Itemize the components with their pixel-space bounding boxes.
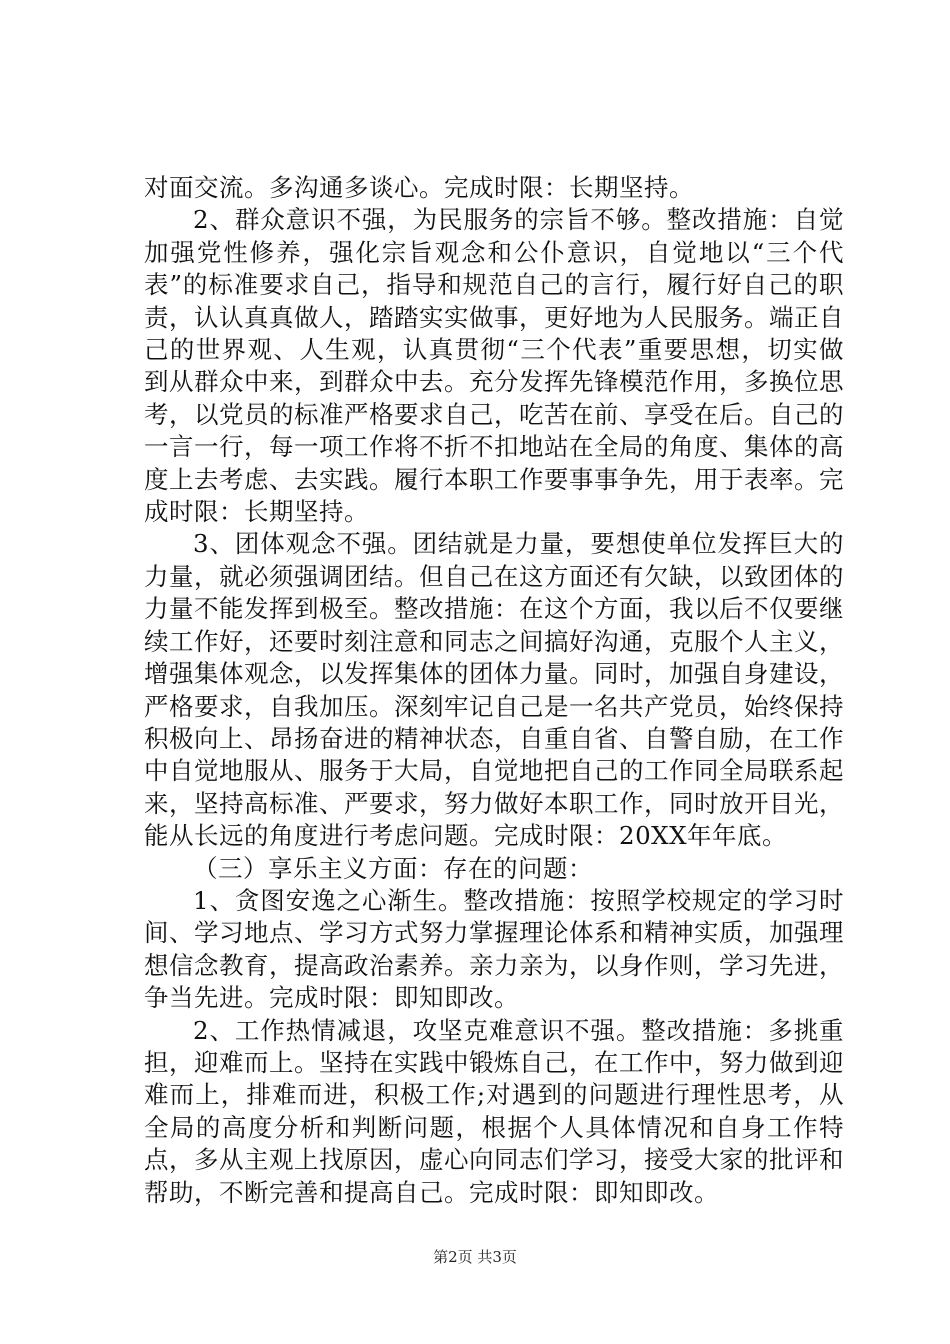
- paragraph-continuation: 对面交流。多沟通多谈心。完成时限：长期坚持。: [144, 173, 694, 202]
- paragraph-item-1-comfort-seeking: 1、贪图安逸之心渐生。整改措施：按照学校规定的学习时间、学习地点、学习方式努力掌握理论体系和精神实质，加强理想信念教育，提高政治素养。亲力亲为，以身作则，学习先进，争当先进。完成时限：即知即改。: [144, 885, 844, 1013]
- paragraph-item-3-team-concept: 3、团体观念不强。团结就是力量，要想使单位发挥巨大的力量，就必须强调团结。但自己在这方面还有欠缺，以致团体的力量不能发挥到极至。整改措施：在这个方面，我以后不仅要继续工作好，还要时刻注意和同志之间搞好沟通，克服个人主义，增强集体观念，以发挥集体的团体力量。同时，加强自身建设，严格要求，自我加压。深刻牢记自己是一名共产党员，始终保持积极向上、昂扬奋进的精神状态，自重自省、自警自励，在工作中自觉地服从、服务于大局，自觉地把自己的工作同全局联系起来，坚持高标准、严要求，努力做好本职工作，同时放开目光，能从长远的角度进行考虑问题。完成时限：20XX年年底。: [144, 529, 844, 851]
- paragraph-item-2-mass-awareness: 2、群众意识不强，为民服务的宗旨不够。整改措施：自觉加强党性修养，强化宗旨观念和公仆意识，自觉地以“三个代表”的标准要求自己，指导和规范自己的言行，履行好自己的职责，认认真真做人，踏踏实实做事，更好地为人民服务。端正自己的世界观、人生观，认真贯彻“三个代表”重要思想，切实做到从群众中来，到群众中去。充分发挥先锋模范作用，多换位思考，以党员的标准严格要求自己，吃苦在前、享受在后。自己的一言一行，每一项工作将不折不扣地站在全局的角度、集体的高度上去考虑、去实践。履行本职工作要事事争先，用于表率。完成时限：长期坚持。: [144, 205, 844, 527]
- page-footer: 第2页 共3页: [433, 1248, 517, 1266]
- paragraph-item-2-work-enthusiasm: 2、工作热情减退，攻坚克难意识不强。整改措施：多挑重担，迎难而上。坚持在实践中锻炼自己，在工作中，努力做到迎难而上，排难而进，积极工作;对遇到的问题进行理性思考，从全局的高度分析和判断问题，根据个人具体情况和自身工作特点，多从主观上找原因，虚心向同志们学习，接受大家的批评和帮助，不断完善和提高自己。完成时限：即知即改。: [144, 1015, 844, 1207]
- document-body: [144, 172, 844, 1209]
- section-heading-hedonism: （三）享乐主义方面：存在的问题：: [193, 853, 593, 883]
